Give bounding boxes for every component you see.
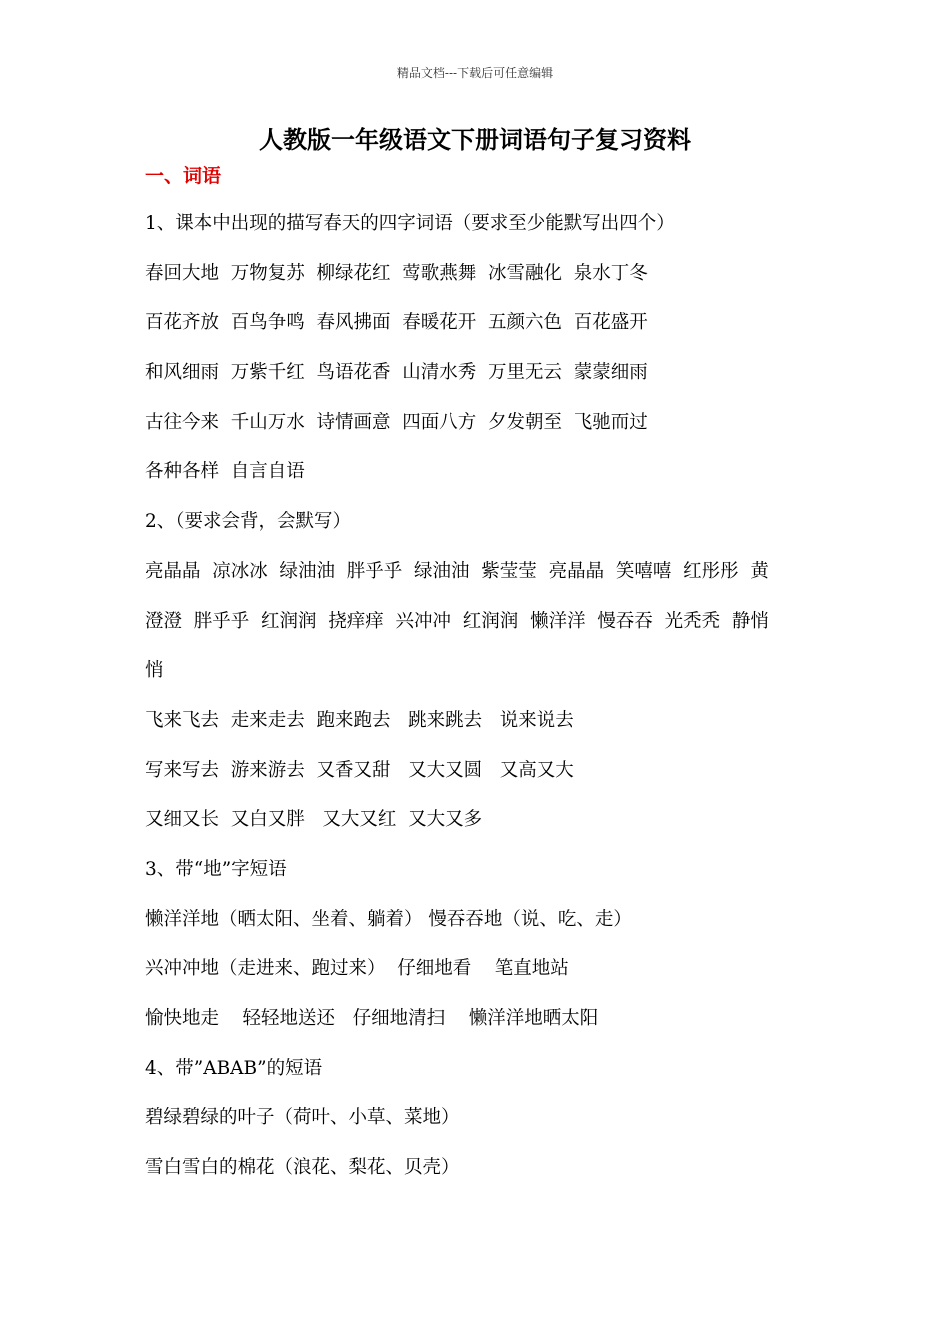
text-line: 飞来飞去 走来走去 跑来跑去 跳来跳去 说来说去 [145, 709, 574, 731]
text-line: 2、（要求会背，会默写） [145, 511, 352, 533]
text-line: 百花齐放 百鸟争鸣 春风拂面 春暖花开 五颜六色 百花盛开 [145, 312, 648, 334]
text-line: 碧绿碧绿的叶子（荷叶、小草、菜地） [145, 1107, 460, 1129]
text-line: 和风细雨 万紫千红 鸟语花香 山清水秀 万里无云 蒙蒙细雨 [145, 362, 648, 384]
text-line: 写来写去 游来游去 又香又甜 又大又圆 又高又大 [145, 759, 574, 781]
text-line: 春回大地 万物复苏 柳绿花红 莺歌燕舞 冰雪融化 泉水丁冬 [145, 262, 648, 284]
text-line: 1、课本中出现的描写春天的四字词语（要求至少能默写出四个） [145, 213, 675, 234]
text-line: 愉快地走 轻轻地送还 仔细地清扫 懒洋洋地晒太阳 [145, 1008, 599, 1029]
text-line: 澄澄 胖乎乎 红润润 挠痒痒 兴冲冲 红润润 懒洋洋 慢吞吞 光秃秃 静悄 [145, 610, 769, 632]
text-line: 4、带”ABAB”的短语 [145, 1057, 323, 1079]
text-line: 兴冲冲地（走进来、跑过来） 仔细地看 笔直地站 [145, 958, 569, 980]
text-line: 古往今来 千山万水 诗情画意 四面八方 夕发朝至 飞驰而过 [145, 411, 648, 433]
document-title: 人教版一年级语文下册词语句子复习资料 [259, 125, 691, 154]
page-header-note: 精品文档---下载后可任意编辑 [396, 66, 554, 80]
text-line: 懒洋洋地（晒太阳、坐着、躺着） 慢吞吞地（说、吃、走） [145, 908, 632, 930]
document-body [145, 210, 825, 1204]
text-line: 亮晶晶 凉冰冰 绿油油 胖乎乎 绿油油 紫莹莹 亮晶晶 笑嘻嘻 红彤彤 黄 [145, 560, 769, 582]
text-line: 3、带“地”字短语 [145, 858, 287, 880]
section-heading: 一、词语 [145, 165, 222, 187]
text-line: 又细又长 又白又胖 又大又红 又大又多 [145, 809, 483, 831]
text-line: 各种各样 自言自语 [145, 461, 305, 483]
text-line: 悄 [145, 660, 164, 682]
text-line: 雪白雪白的棉花（浪花、梨花、贝壳） [145, 1157, 460, 1179]
